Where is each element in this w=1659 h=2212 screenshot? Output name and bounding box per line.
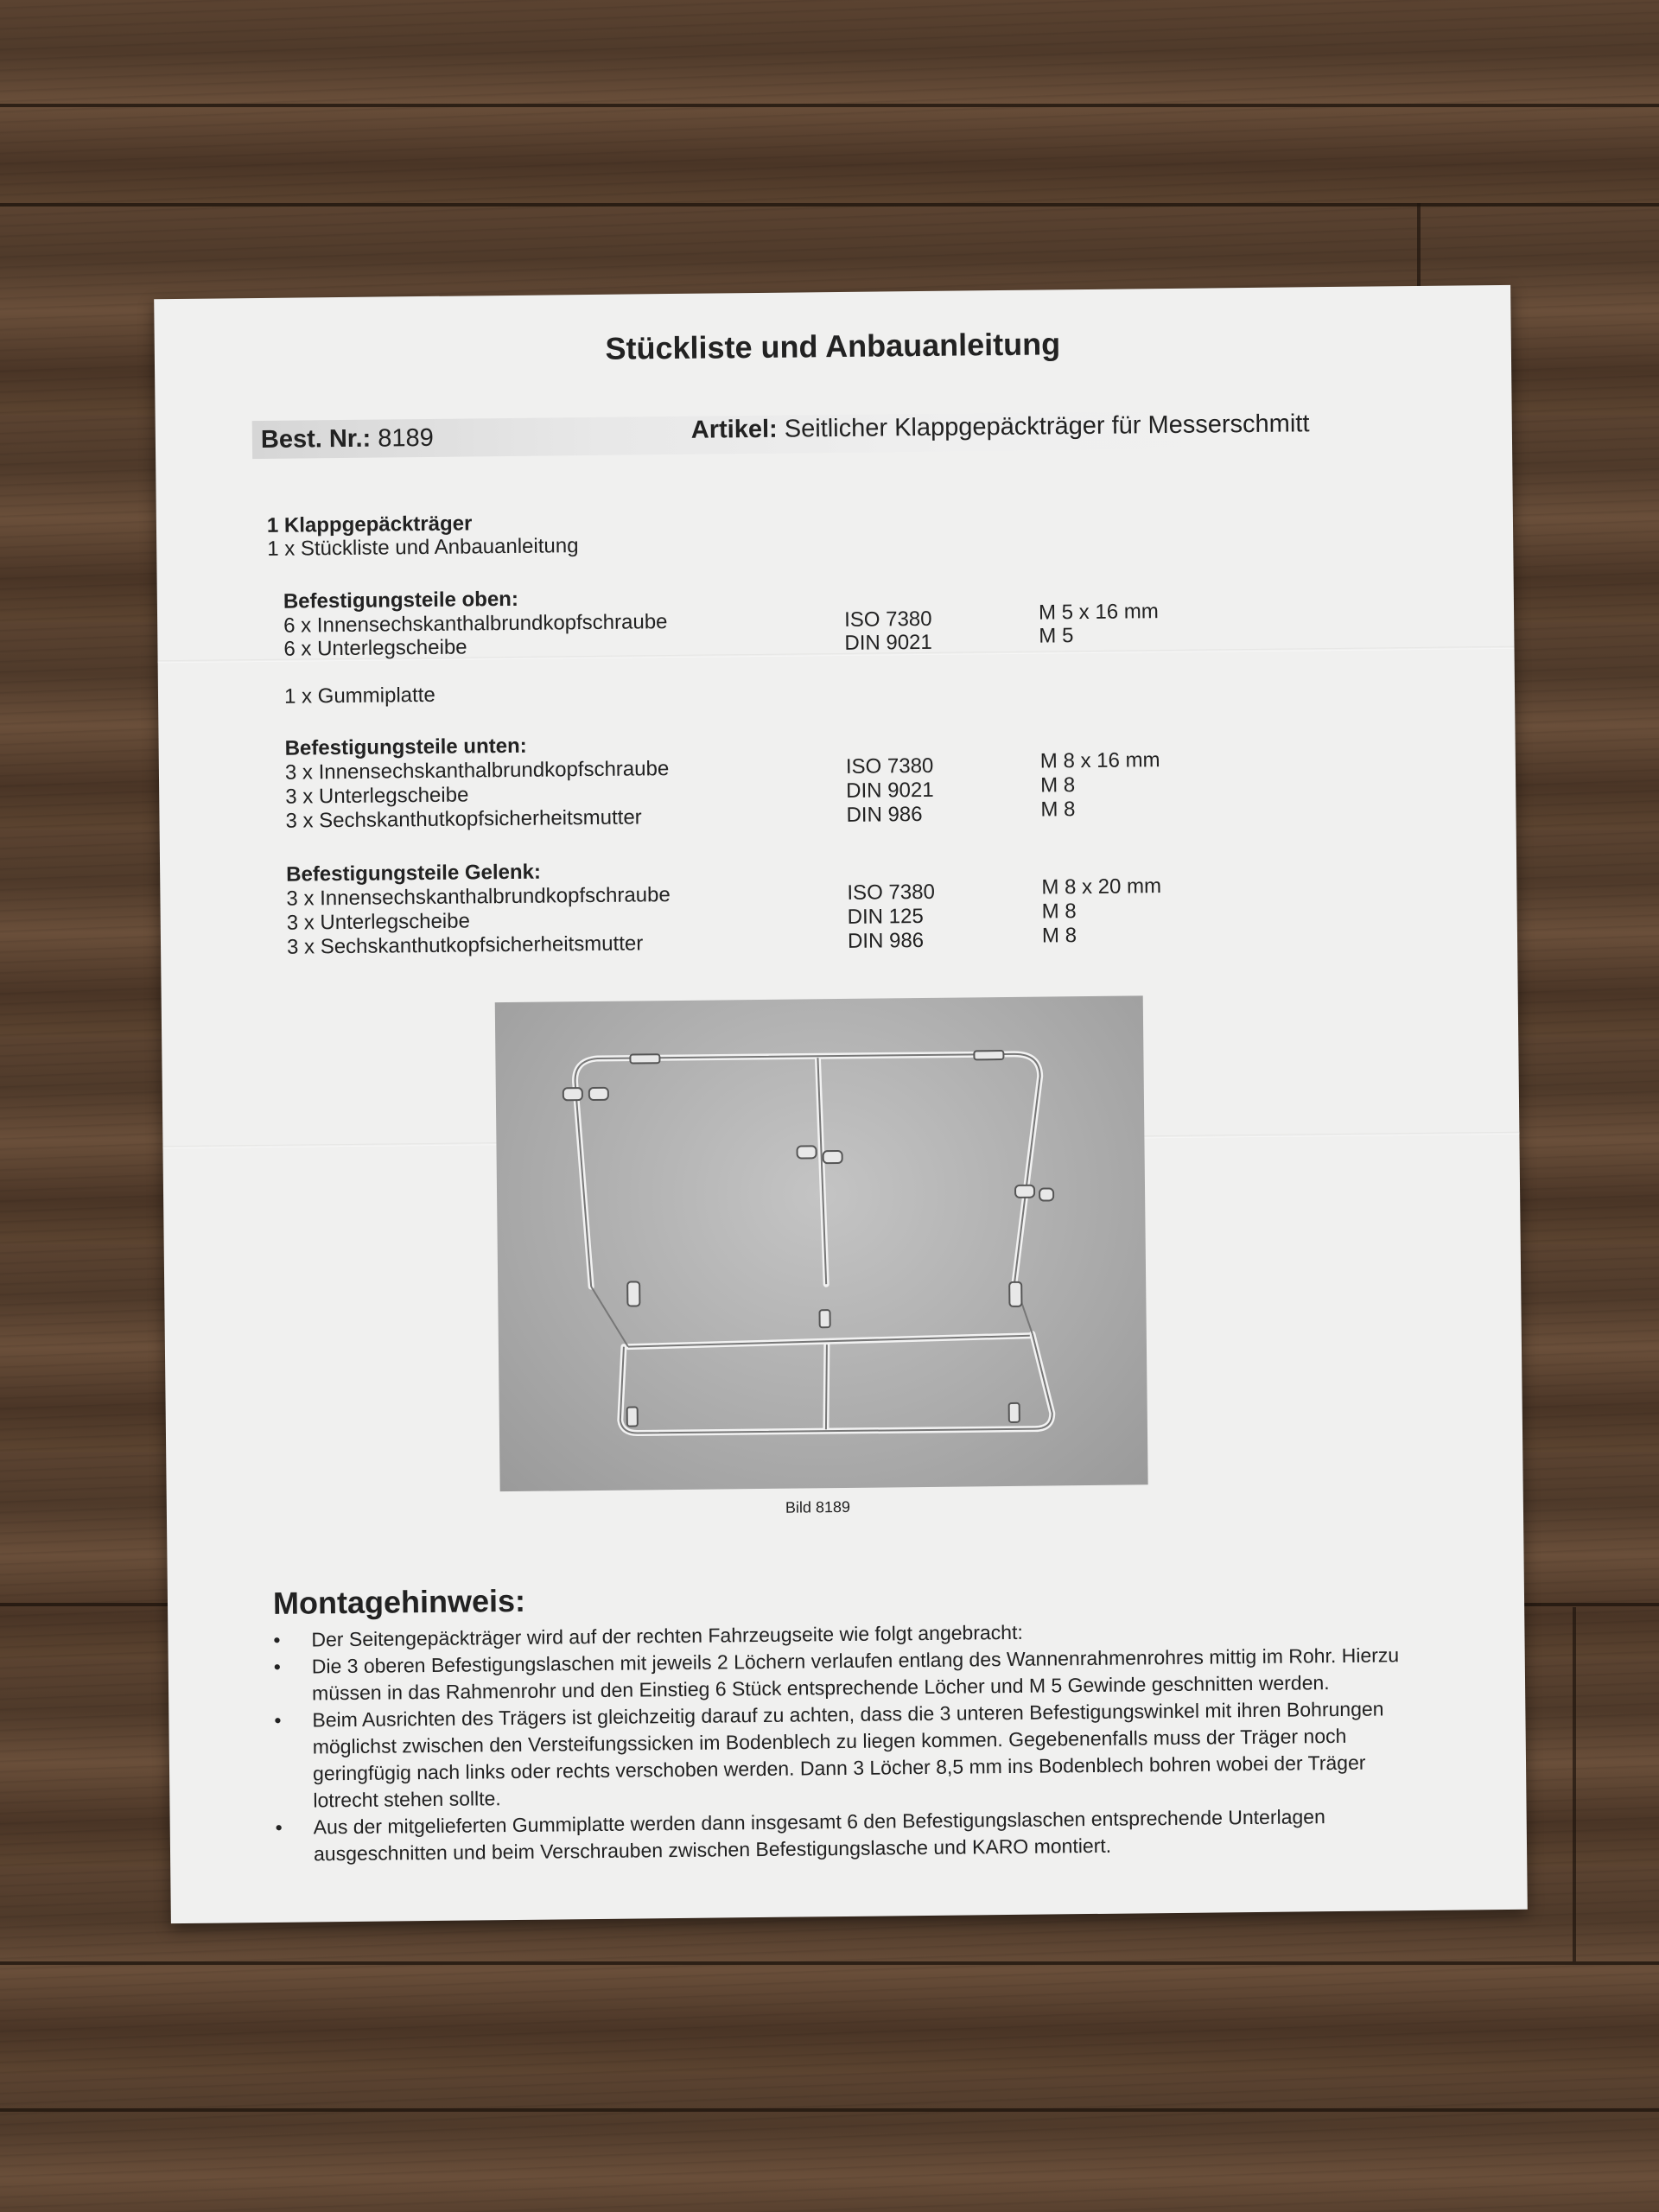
part-size: M 8 — [1041, 924, 1077, 948]
part-desc: 3 x Sechskanthutkopfsicherheitsmutter — [285, 805, 642, 833]
part-size: M 8 — [1040, 798, 1076, 822]
plank-seam — [1417, 203, 1421, 298]
order-number-label: Best. Nr.: — [260, 424, 372, 454]
luggage-rack-illustration — [495, 995, 1148, 1491]
montage-heading: Montagehinweis: — [272, 1582, 526, 1621]
bullet-marker: • — [273, 1655, 281, 1678]
part-norm: ISO 7380 — [843, 607, 932, 632]
part-size: M 8 x 16 mm — [1039, 748, 1160, 773]
part-size: M 5 x 16 mm — [1038, 600, 1159, 625]
contents-item: 1 Klappgepäckträger — [266, 512, 473, 537]
plank-seam — [0, 1961, 1659, 1965]
part-norm: DIN 986 — [847, 928, 925, 953]
part-desc: 3 x Sechskanthutkopfsicherheitsmutter — [286, 931, 644, 959]
bullet-marker: • — [273, 1628, 281, 1651]
part-norm: ISO 7380 — [845, 753, 934, 779]
part-norm: DIN 9021 — [844, 630, 932, 655]
montage-item-text: Aus der mitgelieferten Gummiplatte werden dann insgesamt 6 den Befestigungslaschen entsprechende Unterlagen ausgeschnitten und beim Verschrauben zwischen Befestigungslasche und KARO montiert. — [313, 1805, 1325, 1866]
figure-caption: Bild 8189 — [785, 1497, 851, 1516]
part-desc: 3 x Unterlegscheibe — [285, 783, 469, 809]
part-desc: 6 x Innensechskanthalbrundkopfschraube — [283, 610, 668, 638]
article-label: Artikel: — [690, 415, 778, 444]
contents-item: 1 x Stückliste und Anbauanleitung — [267, 534, 579, 561]
part-desc: 3 x Unterlegscheibe — [286, 909, 471, 935]
order-number — [261, 424, 434, 454]
part-norm: DIN 986 — [846, 802, 923, 827]
montage-item-text: Beim Ausrichten des Trägers ist gleichzeitig darauf zu achten, dass die 3 unteren Befestigungswinkel mit ihren Bohrungen möglichst zwischen den Versteifungssicken im Bodenblech zu liegen kommen. Gegebenenfalls muss der Träger noch geringfügig nach links oder rechts verschoben werden. Dann 3 Löcher 8,5 mm ins Bodenblech bohren wobei der Träger lotrecht stehen sollte. — [312, 1697, 1384, 1812]
part-norm: ISO 7380 — [847, 880, 935, 905]
bullet-marker: • — [274, 1708, 282, 1732]
part-size: M 8 x 20 mm — [1041, 874, 1162, 899]
rubber-plate: 1 x Gummiplatte — [283, 683, 435, 709]
luggage-rack-photo — [495, 995, 1148, 1491]
plank-seam — [1573, 1607, 1576, 1961]
article-value: Seitlicher Klappgepäckträger für Messerschmitt — [784, 410, 1310, 443]
plank-seam — [0, 203, 1659, 207]
part-size: M 5 — [1039, 624, 1074, 648]
montage-item-text: Die 3 oberen Befestigungslaschen mit jeweils 2 Löchern verlaufen entlang des Wannenrahmenrohres mittig im Rohr. Hierzu müssen in das Rahmenrohr und den Einstieg 6 Stück entsprechende Löcher und M 5 Gewinde geschnitten werden. — [311, 1643, 1400, 1705]
montage-item — [274, 1695, 1424, 1815]
group-heading: Befestigungsteile unten: — [284, 734, 527, 760]
montage-item-text: Der Seitengepäckträger wird auf der rechten Fahrzeugseite wie folgt angebracht: — [311, 1620, 1023, 1651]
montage-item — [276, 1802, 1426, 1868]
order-number-value: 8189 — [378, 423, 434, 453]
group-heading: Befestigungsteile oben: — [283, 587, 519, 613]
part-norm: DIN 125 — [847, 904, 924, 929]
group-heading: Befestigungsteile Gelenk: — [286, 860, 542, 887]
plank-seam — [0, 104, 1659, 107]
part-norm: DIN 9021 — [846, 778, 934, 803]
part-desc: 6 x Unterlegscheibe — [283, 635, 467, 661]
page-title: Stückliste und Anbauanleitung — [605, 326, 1061, 366]
montage-list — [273, 1615, 1425, 1868]
part-desc: 3 x Innensechskanthalbrundkopfschraube — [284, 757, 670, 785]
plank-seam — [0, 2108, 1659, 2112]
part-desc: 3 x Innensechskanthalbrundkopfschraube — [286, 883, 671, 911]
part-size: M 8 — [1041, 899, 1077, 924]
instruction-sheet — [154, 285, 1528, 1923]
part-size: M 8 — [1040, 773, 1076, 798]
bullet-marker: • — [275, 1815, 283, 1839]
